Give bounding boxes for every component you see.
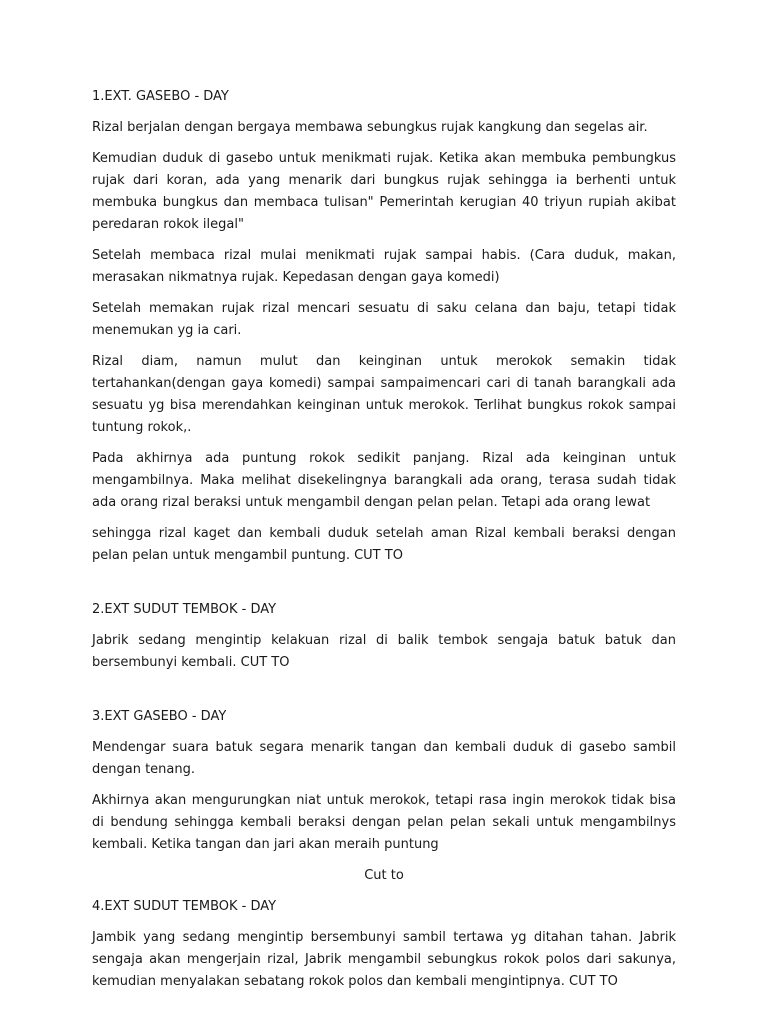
script-page — [92, 86, 676, 993]
scene-1-paragraph-6: Pada akhirnya ada puntung rokok sedikit panjang. Rizal ada keinginan untuk mengambilnya. Maka melihat disekelingnya barangkali ada orang, terasa sudah tidak ada orang rizal beraksi untuk mengambil dengan pelan pelan. Tetapi ada orang lewat — [92, 451, 676, 510]
scene-1-paragraph-1: Rizal berjalan dengan bergaya membawa sebungkus rujak kangkung dan segelas air. — [92, 120, 648, 135]
scene-2-heading: 2.EXT SUDUT TEMBOK - DAY — [92, 602, 277, 617]
scene-4-paragraph-1: Jambik yang sedang mengintip bersembunyi sambil tertawa yg ditahan tahan. Jabrik sengaja akan mengerjain rizal, Jabrik mengambil sebungkus rokok polos dari sakunya, kemudian menyalakan sebatang rokok polos dan kembali mengintipnya. CUT TO — [92, 930, 676, 989]
scene-4-heading: 4.EXT SUDUT TEMBOK - DAY — [92, 899, 277, 914]
scene-2-paragraph-1: Jabrik sedang mengintip kelakuan rizal di balik tembok sengaja batuk batuk dan bersembunyi kembali. CUT TO — [92, 633, 676, 670]
scene-1-paragraph-5: Rizal diam, namun mulut dan keinginan untuk merokok semakin tidak tertahankan(dengan gaya komedi) sampai sampaimencari cari di tanah barangkali ada sesuatu yg bisa merendahkan keinginan untuk merokok. Terlihat bungkus rokok sampai tuntung rokok,. — [92, 354, 676, 435]
scene-3-paragraph-1: Mendengar suara batuk segara menarik tangan dan kembali duduk di gasebo sambil dengan tenang. — [92, 740, 676, 777]
scene-3-paragraph-2: Akhirnya akan mengurungkan niat untuk merokok, tetapi rasa ingin merokok tidak bisa di bendung sehingga kembali beraksi dengan pelan pelan sekali untuk mengambilnys kembali. Ketika tangan dan jari akan meraih puntung — [92, 793, 676, 852]
scene-1-heading: 1.EXT. GASEBO - DAY — [92, 89, 229, 104]
scene-1-paragraph-2: Kemudian duduk di gasebo untuk menikmati rujak. Ketika akan membuka pembungkus rujak dari koran, ada yang menarik dari bungkus rujak sehingga ia berhenti untuk membuka bungkus dan membaca tulisan" Pemerintah kerugian 40 triyun rupiah akibat peredaran rokok ilegal" — [92, 151, 676, 232]
scene-3-cut-to: Cut to — [364, 868, 404, 883]
scene-1-paragraph-3: Setelah membaca rizal mulai menikmati rujak sampai habis. (Cara duduk, makan, merasakan nikmatnya rujak. Kepedasan dengan gaya komedi) — [92, 248, 676, 285]
scene-1-paragraph-4: Setelah memakan rujak rizal mencari sesuatu di saku celana dan baju, tetapi tidak menemukan yg ia cari. — [92, 301, 676, 338]
scene-1-paragraph-7: sehingga rizal kaget dan kembali duduk setelah aman Rizal kembali beraksi dengan pelan pelan untuk mengambil puntung. CUT TO — [92, 526, 676, 563]
scene-3-heading: 3.EXT GASEBO - DAY — [92, 709, 227, 724]
